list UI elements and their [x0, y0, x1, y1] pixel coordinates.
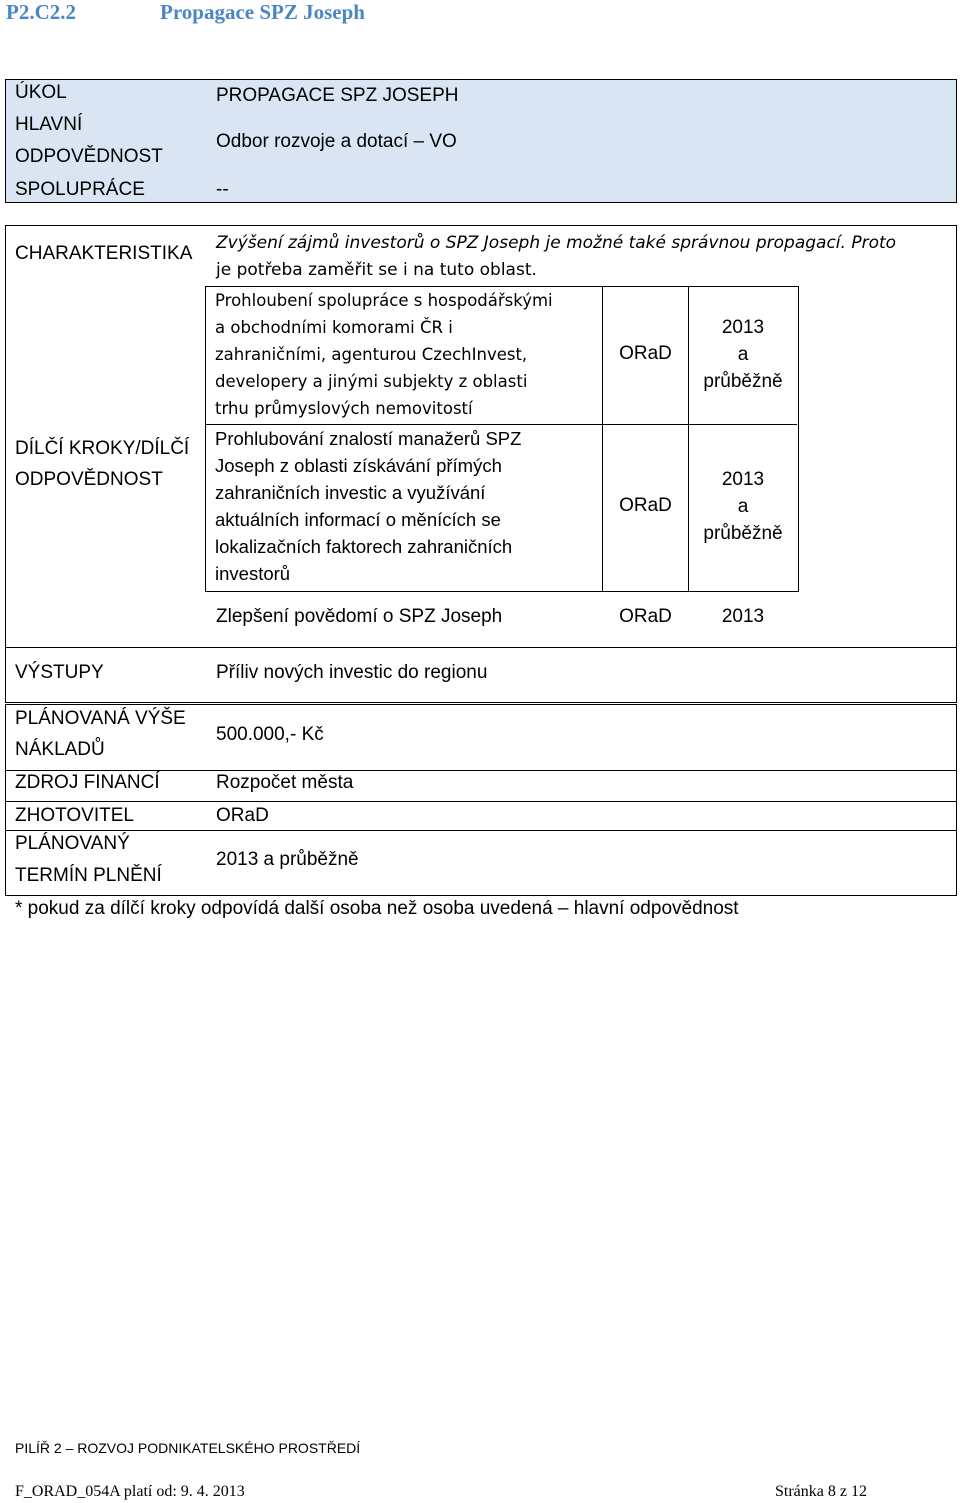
cooperation-label: SPOLUPRÁCE	[15, 179, 145, 200]
step-2-description: Prohlubování znalostí manažerů SPZ Joseph z oblasti získávání přímých zahraničních investic a využívání aktuálních informací o měnících se lokalizačních faktorech zahraničních investorů	[215, 428, 522, 584]
funding-label: ZDROJ FINANCÍ	[15, 772, 160, 793]
step-3-description: Zlepšení povědomí o SPZ Joseph	[216, 606, 503, 627]
step-3-responsible: ORaD	[619, 606, 672, 627]
task-header-box	[5, 79, 957, 203]
outputs-value: Příliv nových investic do regionu	[216, 662, 488, 683]
main-responsibility-label-2: ODPOVĚDNOST	[15, 146, 163, 167]
deadline-label-1: PLÁNOVANÝ	[15, 833, 130, 854]
characteristics-line-1: Zvýšení zájmů investorů o SPZ Joseph je možné také správnou propagací. Proto	[216, 233, 897, 253]
costs-value: 500.000,- Kč	[216, 724, 324, 745]
step-1-term: 2013 a průběžně	[703, 317, 783, 392]
characteristics-label: CHARAKTERISTIKA	[15, 243, 193, 264]
step-2-term: 2013 a průběžně	[703, 469, 783, 544]
step-3-term: 2013	[721, 606, 765, 627]
steps-col-divider-1	[602, 286, 603, 591]
costs-label-2: NÁKLADŮ	[15, 739, 105, 760]
step-1-responsible: ORaD	[619, 343, 672, 364]
contractor-value: ORaD	[216, 805, 269, 826]
deadline-value: 2013 a průběžně	[216, 849, 359, 870]
section-heading	[0, 0, 960, 26]
main-responsibility-value: Odbor rozvoje a dotací – VO	[216, 131, 457, 152]
deadline-label-2: TERMÍN PLNĚNÍ	[15, 865, 162, 886]
cooperation-value: --	[216, 179, 229, 200]
task-label: ÚKOL	[15, 82, 67, 103]
section-number: P2.C2.2	[6, 0, 76, 24]
steps-label-2: ODPOVĚDNOST	[15, 469, 163, 490]
contractor-box	[5, 801, 957, 832]
funding-value: Rozpočet města	[216, 772, 354, 793]
footnote: * pokud za dílčí kroky odpovídá další osoba než osoba uvedená – hlavní odpovědnost	[15, 898, 739, 919]
characteristics-line-2: je potřeba zaměřit se i na tuto oblast.	[216, 260, 537, 280]
contractor-label: ZHOTOVITEL	[15, 805, 134, 826]
costs-label-1: PLÁNOVANÁ VÝŠE	[15, 708, 186, 729]
section-title: Propagace SPZ Joseph	[160, 0, 365, 24]
footer-page: Stránka 8 z 12	[775, 1483, 867, 1500]
task-value: PROPAGACE SPZ JOSEPH	[216, 85, 459, 106]
footer-pillar: PILÍŘ 2 – ROZVOJ PODNIKATELSKÉHO PROSTŘEDÍ	[15, 1440, 361, 1456]
main-responsibility-label-1: HLAVNÍ	[15, 114, 83, 135]
steps-label-1: DÍLČÍ KROKY/DÍLČÍ	[15, 438, 190, 459]
step-1-description: Prohloubení spolupráce s hospodářskými a obchodními komorami ČR i zahraničními, agenturou CzechInvest, developery a jinými subjekty z oblasti trhu průmyslových nemovitostí	[215, 291, 553, 418]
outputs-label: VÝSTUPY	[15, 662, 104, 683]
step-2-responsible: ORaD	[619, 495, 672, 516]
footer-form: F_ORAD_054A platí od: 9. 4. 2013	[15, 1483, 245, 1500]
